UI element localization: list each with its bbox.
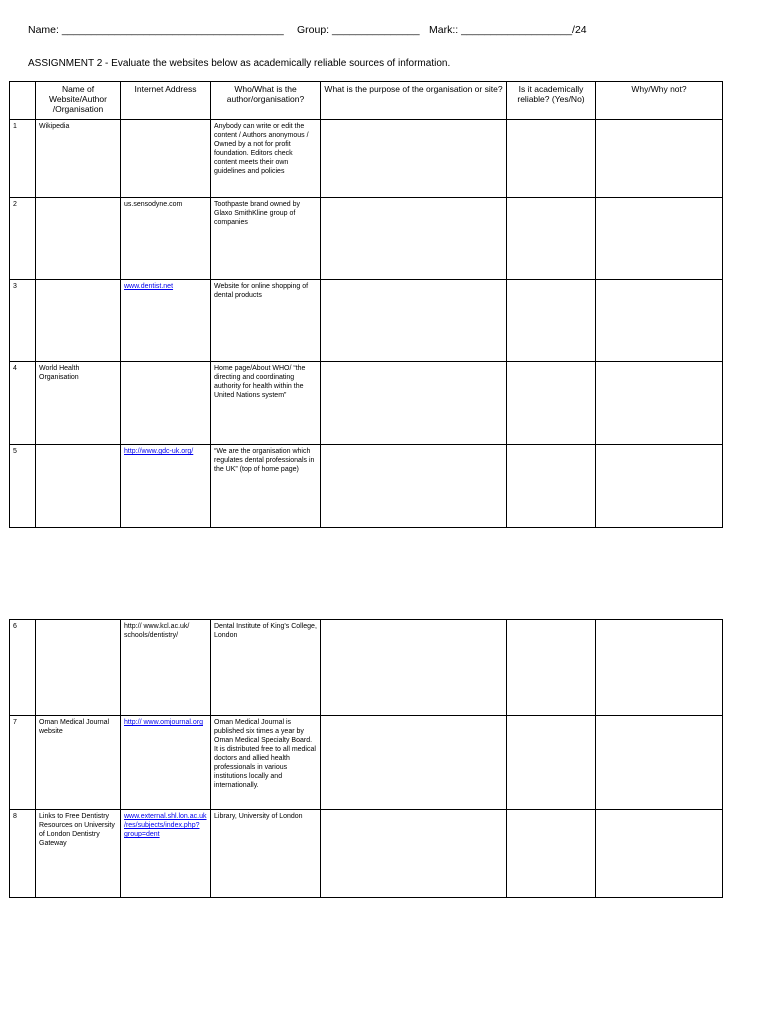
table-header-row <box>10 82 723 120</box>
row-who-cell: Home page/About WHO/ “the directing and coordinating authority for health within the United Nations system” <box>211 362 321 445</box>
row-address-cell <box>121 280 211 362</box>
table-row <box>10 445 723 528</box>
row-purpose-cell[interactable] <box>321 362 507 445</box>
row-purpose-cell[interactable] <box>321 120 507 198</box>
row-reliable-cell[interactable] <box>507 445 596 528</box>
row-name-cell: Wikipedia <box>36 120 121 198</box>
row-who-cell: Library, University of London <box>211 810 321 898</box>
group-field-label[interactable]: Group: _______________ <box>297 24 420 36</box>
row-number: 4 <box>10 362 36 445</box>
column-header-purpose: What is the purpose of the organisation or site? <box>321 82 507 120</box>
row-name-cell: Oman Medical Journal website <box>36 716 121 810</box>
row-purpose-cell[interactable] <box>321 810 507 898</box>
website-link[interactable]: www.dentist.net <box>124 283 174 290</box>
row-name-cell <box>36 620 121 716</box>
table-row <box>10 198 723 280</box>
row-address-cell <box>121 716 211 810</box>
evaluation-table-page-1 <box>9 81 723 528</box>
column-header-address: Internet Address <box>121 82 211 120</box>
row-address-cell: http:// www.kcl.ac.uk/ schools/dentistry/ <box>121 620 211 716</box>
row-name-cell <box>36 198 121 280</box>
website-link[interactable]: http:// www.omjournal.org <box>124 719 203 726</box>
row-reliable-cell[interactable] <box>507 362 596 445</box>
row-purpose-cell[interactable] <box>321 280 507 362</box>
row-address-cell <box>121 810 211 898</box>
row-address-cell <box>121 362 211 445</box>
row-number: 1 <box>10 120 36 198</box>
row-reliable-cell[interactable] <box>507 620 596 716</box>
row-name-cell: Links to Free Dentistry Resources on University of London Dentistry Gateway <box>36 810 121 898</box>
column-header-why: Why/Why not? <box>596 82 723 120</box>
row-purpose-cell[interactable] <box>321 620 507 716</box>
assignment-title: ASSIGNMENT 2 - Evaluate the websites below as academically reliable sources of information. <box>28 58 451 69</box>
row-number: 6 <box>10 620 36 716</box>
row-purpose-cell[interactable] <box>321 198 507 280</box>
row-who-cell: Anybody can write or edit the content / Authors anonymous / Owned by a not for profit foundation. Editors check content meets their own guidelines and policies <box>211 120 321 198</box>
student-info-line <box>28 24 748 38</box>
row-address-cell <box>121 120 211 198</box>
mark-field-label[interactable]: Mark:: ___________________/24 <box>429 24 587 36</box>
row-reliable-cell[interactable] <box>507 280 596 362</box>
row-why-cell[interactable] <box>596 810 723 898</box>
evaluation-table-page-2 <box>9 619 723 898</box>
row-number: 7 <box>10 716 36 810</box>
row-who-cell: Toothpaste brand owned by Glaxo SmithKline group of companies <box>211 198 321 280</box>
row-purpose-cell[interactable] <box>321 716 507 810</box>
row-who-cell: Dental Institute of King's College, London <box>211 620 321 716</box>
row-address-cell <box>121 445 211 528</box>
row-who-cell: Website for online shopping of dental products <box>211 280 321 362</box>
row-why-cell[interactable] <box>596 120 723 198</box>
row-address-cell: us.sensodyne.com <box>121 198 211 280</box>
row-name-cell: World Health Organisation <box>36 362 121 445</box>
row-reliable-cell[interactable] <box>507 810 596 898</box>
row-why-cell[interactable] <box>596 362 723 445</box>
row-why-cell[interactable] <box>596 198 723 280</box>
table-row <box>10 280 723 362</box>
table-row <box>10 716 723 810</box>
row-who-cell: Oman Medical Journal is published six times a year by Oman Medical Specialty Board. It is distributed free to all medical doctors and allied health professionals in various institutions locally and internationally. <box>211 716 321 810</box>
row-reliable-cell[interactable] <box>507 716 596 810</box>
column-header-reliable: Is it academically reliable? (Yes/No) <box>507 82 596 120</box>
row-reliable-cell[interactable] <box>507 198 596 280</box>
row-number: 5 <box>10 445 36 528</box>
table-row <box>10 362 723 445</box>
row-number: 2 <box>10 198 36 280</box>
row-number: 3 <box>10 280 36 362</box>
table-row <box>10 120 723 198</box>
column-header-who: Who/What is the author/organisation? <box>211 82 321 120</box>
row-purpose-cell[interactable] <box>321 445 507 528</box>
column-header-number <box>10 82 36 120</box>
name-field-label[interactable]: Name: ______________________________________ <box>28 24 284 36</box>
row-name-cell <box>36 280 121 362</box>
row-number: 8 <box>10 810 36 898</box>
table-row <box>10 620 723 716</box>
website-link[interactable]: www.external.shl.lon.ac.uk/res/subjects/index.php?group=dent <box>124 813 207 838</box>
row-reliable-cell[interactable] <box>507 120 596 198</box>
row-name-cell <box>36 445 121 528</box>
row-why-cell[interactable] <box>596 445 723 528</box>
row-why-cell[interactable] <box>596 280 723 362</box>
column-header-name: Name of Website/Author /Organisation <box>36 82 121 120</box>
row-why-cell[interactable] <box>596 716 723 810</box>
website-link[interactable]: http://www.gdc-uk.org/ <box>124 448 194 455</box>
table-row <box>10 810 723 898</box>
row-who-cell: “We are the organisation which regulates dental professionals in the UK” (top of home page) <box>211 445 321 528</box>
row-why-cell[interactable] <box>596 620 723 716</box>
